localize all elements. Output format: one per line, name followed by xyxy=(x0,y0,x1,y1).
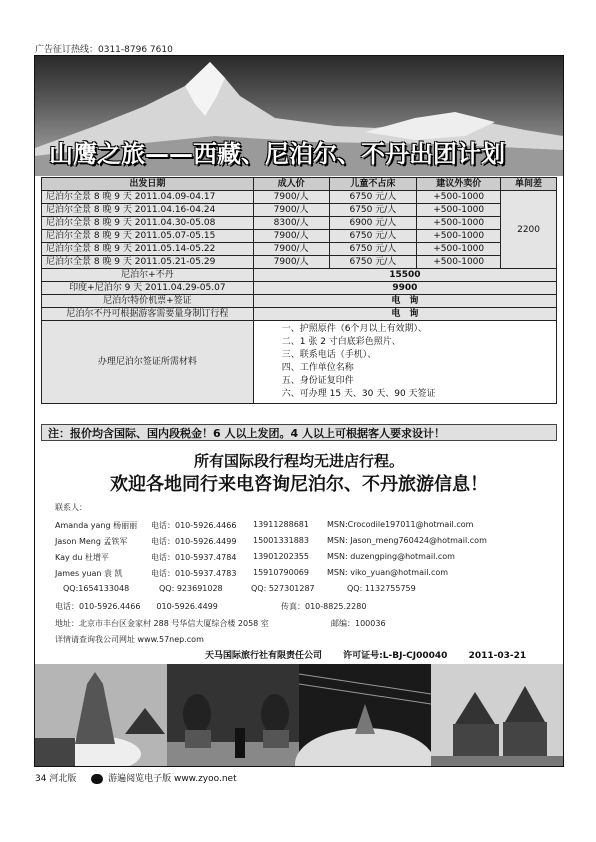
contact-phone: 电话：010-5926.4466 xyxy=(151,521,237,530)
hotline-text: 广告征订热线：0311-8796 7610 xyxy=(35,45,173,55)
visa-materials-label: 办理尼泊尔签证所需材料 xyxy=(42,321,254,404)
table-row xyxy=(42,217,557,230)
adult-price: 7900/人 xyxy=(253,191,329,204)
office-postcode: 邮编：100036 xyxy=(331,619,386,628)
table-row xyxy=(42,256,557,269)
child-price: 6750 元/人 xyxy=(329,230,417,243)
col-header-date: 出发日期 xyxy=(42,178,254,191)
contact-msn: MSN: viko_yuan@hotmail.com xyxy=(327,568,449,577)
contact-label: 联系人： xyxy=(55,503,87,512)
col-header-retail: 建议外卖价 xyxy=(417,178,501,191)
adult-price: 7900/人 xyxy=(253,230,329,243)
visa-item: 五、身份证复印件 xyxy=(281,376,354,386)
retail-markup: +500-1000 xyxy=(417,230,501,243)
special-tour-name: 尼泊尔不丹可根据游客需要量身制订行程 xyxy=(42,308,254,321)
tour-date: 尼泊尔全景 8 晚 9 天 2011.04.30-05.08 xyxy=(42,217,254,230)
table-row xyxy=(42,243,557,256)
col-header-adult: 成人价 xyxy=(253,178,329,191)
tour-date: 尼泊尔全景 8 晚 9 天 2011.05.21-05.29 xyxy=(42,256,254,269)
page-footer xyxy=(35,771,237,784)
special-tour-price: 电 询 xyxy=(253,308,556,321)
page-title: 山鹰之旅——西藏、尼泊尔、不丹出团计划 xyxy=(49,139,505,168)
retail-markup: +500-1000 xyxy=(417,243,501,256)
issue-date: 2011-03-21 xyxy=(468,651,527,661)
adult-price: 7900/人 xyxy=(253,204,329,217)
child-price: 6750 元/人 xyxy=(329,204,417,217)
retail-markup: +500-1000 xyxy=(417,191,501,204)
retail-markup: +500-1000 xyxy=(417,256,501,269)
nepal-photos-image xyxy=(35,664,563,766)
footer-site: 游遍阅览电子版 www.zyoo.net xyxy=(108,774,237,784)
slogan-no-shopping: 所有国际段行程均无进店行程。 xyxy=(193,452,404,470)
company-info xyxy=(205,648,544,661)
advertisement-frame xyxy=(34,55,564,767)
company-website: 详情请查询我公司网址 www.57nep.com xyxy=(55,635,204,644)
tour-date: 尼泊尔全景 8 晚 9 天 2011.05.14-05.22 xyxy=(42,243,254,256)
company-name: 天马国际旅行社有限责任公司 xyxy=(205,651,323,661)
visa-materials-cell xyxy=(253,321,556,404)
special-row xyxy=(42,295,557,308)
special-tour-price: 15500 xyxy=(253,269,556,282)
col-header-child: 儿童不占床 xyxy=(329,178,417,191)
adult-price: 8300/人 xyxy=(253,217,329,230)
tour-date: 尼泊尔全景 8 晚 9 天 2011.04.16-04.24 xyxy=(42,204,254,217)
child-price: 6750 元/人 xyxy=(329,191,417,204)
special-tour-name: 尼泊尔特价机票+签证 xyxy=(42,295,254,308)
contact-phone: 电话：010-5937.4783 xyxy=(151,569,237,578)
special-tour-name: 印度+尼泊尔 9 天 2011.04.29-05.07 xyxy=(42,282,254,295)
adult-price: 7900/人 xyxy=(253,256,329,269)
special-tour-price: 电 询 xyxy=(253,295,556,308)
visa-item: 四、工作单位名称 xyxy=(281,363,354,373)
contact-mobile: 15001331883 xyxy=(253,536,309,545)
contact-phone: 电话：010-5937.4784 xyxy=(151,553,237,562)
license-number: 许可证号:L-BJ-CJ00040 xyxy=(343,651,448,661)
table-header-row xyxy=(42,178,557,191)
visa-item: 一、护照原件（6个月以上有效期）、 xyxy=(281,324,427,334)
contact-qq: QQ: 923691028 xyxy=(159,584,223,593)
price-note: 注：报价均含国际、国内段税金！6 人以上发团。4 人以上可根据客人要求设计！ xyxy=(41,424,557,441)
special-row xyxy=(42,282,557,295)
photo-strip xyxy=(35,664,563,766)
contact-msn: MSN: duzengping@hotmail.com xyxy=(327,552,455,561)
table-row xyxy=(42,191,557,204)
contact-name: Kay du 杜增平 xyxy=(55,553,109,562)
child-price: 6900 元/人 xyxy=(329,217,417,230)
office-phone: 电话：010-5926.4466 010-5926.4499 xyxy=(55,602,218,611)
tour-date: 尼泊尔全景 8 晚 9 天 2011.04.09-04.17 xyxy=(42,191,254,204)
visa-item: 二、1 张 2 寸白底彩色照片、 xyxy=(281,337,401,347)
contact-qq: QQ:1654133048 xyxy=(63,584,130,593)
contact-name: Amanda yang 杨丽丽 xyxy=(55,521,138,530)
contact-mobile: 13911288681 xyxy=(253,520,309,529)
special-tour-name: 尼泊尔+不丹 xyxy=(42,269,254,282)
child-price: 6750 元/人 xyxy=(329,256,417,269)
zyoo-logo-icon xyxy=(91,774,103,784)
child-price: 6750 元/人 xyxy=(329,243,417,256)
contact-msn: MSN:Crocodile197011@hotmail.com xyxy=(327,520,474,529)
special-row xyxy=(42,269,557,282)
visa-item: 三、联系电话（手机）、 xyxy=(281,350,377,360)
retail-markup: +500-1000 xyxy=(417,204,501,217)
tour-date: 尼泊尔全景 8 晚 9 天 2011.05.07-05.15 xyxy=(42,230,254,243)
office-fax: 传真：010-8825.2280 xyxy=(281,602,367,611)
contact-qq: QQ: 1132755759 xyxy=(347,584,416,593)
contact-name: Jason Meng 孟铁军 xyxy=(55,537,128,546)
page-number: 34 xyxy=(35,774,47,784)
col-header-single: 单间差 xyxy=(501,178,557,191)
single-supplement: 2200 xyxy=(501,191,557,269)
contact-msn: MSN: Jason_meng760424@hotmail.com xyxy=(327,536,487,545)
contact-qq: QQ: 527301287 xyxy=(251,584,315,593)
mountain-banner xyxy=(35,56,563,176)
visa-row xyxy=(42,321,557,404)
special-row xyxy=(42,308,557,321)
table-row xyxy=(42,230,557,243)
table-row xyxy=(42,204,557,217)
office-address: 地址：北京市丰台区金家村 288 号华信大厦综合楼 2058 室 xyxy=(55,619,269,628)
contact-name: James yuan 袁 凯 xyxy=(55,569,123,578)
slogan-welcome: 欢迎各地同行来电咨询尼泊尔、不丹旅游信息！ xyxy=(110,474,488,495)
contact-mobile: 13901202355 xyxy=(253,552,309,561)
adult-price: 7900/人 xyxy=(253,243,329,256)
contact-mobile: 15910790069 xyxy=(253,568,309,577)
special-tour-price: 9900 xyxy=(253,282,556,295)
visa-item: 六、可办理 15 天、30 天、90 天签证 xyxy=(281,389,436,399)
contact-phone: 电话：010-5926.4499 xyxy=(151,537,237,546)
tour-schedule-table xyxy=(41,177,557,404)
retail-markup: +500-1000 xyxy=(417,217,501,230)
edition-label: 河北版 xyxy=(49,774,77,784)
